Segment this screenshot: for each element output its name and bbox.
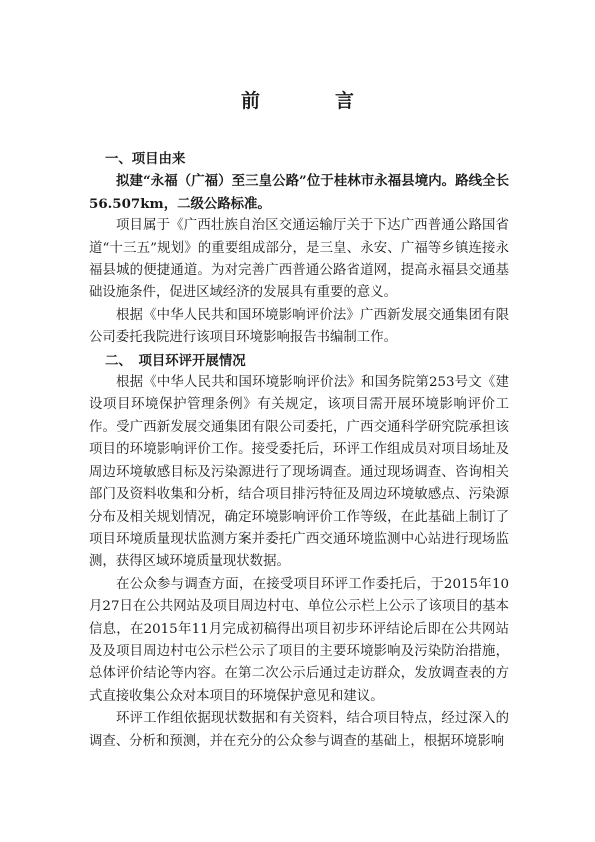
page-title: 前 言 — [240, 90, 382, 112]
paragraph-commission: 根据《中华人民共和国环境影响评价法》广西新发展交通集团有限公司委托我院进行该项目环境影响报告书编制工作。 — [89, 307, 509, 346]
section-heading-eia-progress: 二、 项目环评开展情况 — [105, 352, 246, 369]
paragraph-analysis: 环评工作组依据现状数据和有关资料，结合项目特点，经过深入的调查、分析和预测，并在充分的公众参与调查的基础上，根据环境影响 — [89, 711, 509, 749]
document-body — [89, 148, 509, 753]
paragraph-project-significance: 项目属于《广西壮族自治区交通运输厅关于下达广西普通公路国省道“十三五”规划》的重要组成部分，是三皇、永安、广福等乡镇连接永福县城的便捷通道。为对完善广西普通公路省道网，提高永福县交通基础设施条件，促进区域经济的发展具有重要的意义。 — [89, 218, 509, 301]
paragraph-project-summary: 拟建“永福（广福）至三皇公路”位于桂林市永福县境内。路线全长56.507km，二级公路标准。 — [89, 173, 509, 212]
paragraph-eia-process: 根据《中华人民共和国环境影响评价法》和国务院第253号文《建设项目环境保护管理条例》有关规定，该项目需开展环境影响评价工作。受广西新发展交通集团有限公司委托，广西交通科学研究院承担该项目的环境影响评价工作。接受委托后，环评工作组成员对项目场址及周边环境敏感目标及污染源进行了现场调查。通过现场调查、咨询相关部门及资料收集和分析，结合项目排污特征及周边环境敏感点、污染源分布及相关规划情况，确定环境影响评价工作等级，在此基础上制订了项目环境质量现状监测方案并委托广西交通环境监测中心站进行现场监测，获得区域环境质量现状数据。 — [89, 375, 509, 570]
paragraph-public-participation: 在公众参与调查方面，在接受项目环评工作委托后，于2015年10月27日在公共网站及项目周边村屯、单位公示栏上公示了该项目的基本信息，在2015年11月完成初稿得出项目初步环评结论后即在公共网站及及项目周边村屯公示栏公示了项目的主要环境影响及污染防治措施，总体评价结论等内容。在第二次公示后通过走访群众，发放调查表的方式直接收集公众对本项目的环境保护意见和建议。 — [89, 576, 509, 704]
section-heading-project-origin: 一、项目由来 — [105, 151, 186, 167]
